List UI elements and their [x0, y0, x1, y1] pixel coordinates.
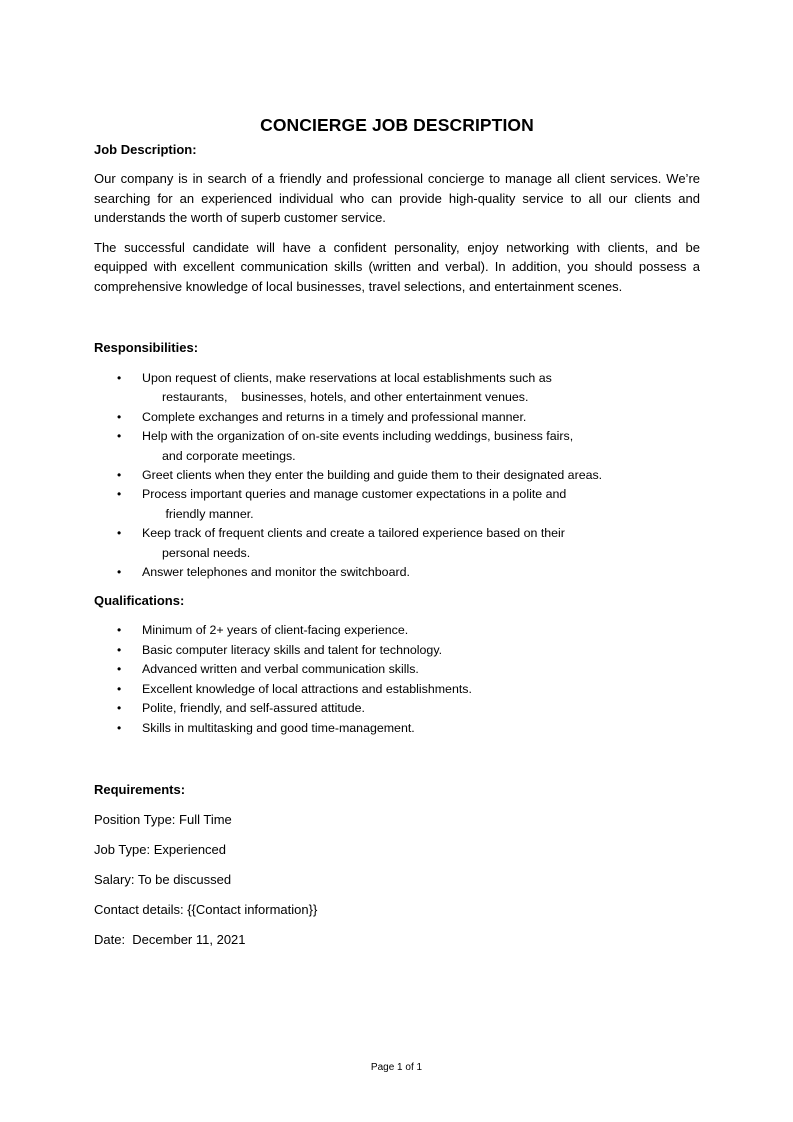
job-description-heading: Job Description: [94, 142, 197, 157]
list-item-text: Advanced written and verbal communication skills. [142, 662, 419, 677]
bullet-icon: • [117, 409, 122, 424]
list-item-text: Process important queries and manage customer expectations in a polite and [142, 487, 567, 502]
position-type: Position Type: Full Time [94, 811, 232, 827]
bullet-icon: • [117, 623, 122, 638]
list-item-text: Complete exchanges and returns in a timely and professional manner. [142, 409, 527, 424]
list-item [94, 680, 700, 699]
list-item-text: Help with the organization of on-site events including weddings, business fairs, [142, 429, 574, 444]
job-type: Job Type: Experienced [94, 841, 227, 857]
bullet-icon: • [117, 565, 122, 580]
bullet-icon: • [117, 720, 122, 735]
job-description-paragraph-2: The successful candidate will have a confident personality, enjoy networking with clients, and be equipped with excellent communication skills (written and verbal). In addition, you should possess a comprehensive knowledge of local businesses, travel selections, and entertainment scenes. [94, 239, 700, 294]
list-item-continuation: restaurants, businesses, hotels, and other entertainment venues. [162, 390, 529, 405]
list-item [94, 563, 700, 582]
list-item-text: Polite, friendly, and self-assured attitude. [142, 701, 365, 716]
list-item-text: Basic computer literacy skills and talent for technology. [142, 642, 443, 657]
bullet-icon: • [117, 662, 122, 677]
list-item [94, 427, 700, 466]
list-item [94, 621, 700, 640]
list-item-text: Answer telephones and monitor the switchboard. [142, 565, 410, 580]
bullet-icon: • [117, 681, 122, 696]
list-item [94, 719, 700, 738]
list-item-continuation: personal needs. [162, 545, 251, 560]
list-item [94, 699, 700, 718]
document-body [94, 114, 700, 949]
list-item-continuation: friendly manner. [162, 506, 254, 521]
bullet-icon: • [117, 526, 122, 541]
list-item-text: Minimum of 2+ years of client-facing experience. [142, 623, 409, 638]
list-item [94, 408, 700, 427]
bullet-icon: • [117, 642, 122, 657]
list-item-text: Upon request of clients, make reservations at local establishments such as [142, 371, 552, 385]
qualifications-list [94, 621, 700, 737]
list-item-text: Excellent knowledge of local attractions and establishments. [142, 681, 472, 696]
requirements-heading: Requirements: [94, 781, 186, 797]
list-item [94, 485, 700, 524]
list-item-text: Greet clients when they enter the building and guide them to their designated areas. [142, 468, 603, 483]
page-footer: Page 1 of 1 [370, 1062, 423, 1073]
document-title: CONCIERGE JOB DESCRIPTION [260, 115, 534, 135]
list-item [94, 369, 700, 408]
bullet-icon: • [117, 371, 122, 385]
list-item-text: Skills in multitasking and good time-management. [142, 720, 415, 735]
contact-details: Contact details: {{Contact information}} [94, 901, 318, 917]
bullet-icon: • [117, 701, 122, 716]
list-item [94, 660, 700, 679]
qualifications-heading: Qualifications: [94, 593, 185, 609]
bullet-icon: • [117, 429, 122, 444]
list-item [94, 466, 700, 485]
salary: Salary: To be discussed [94, 871, 232, 887]
job-description-paragraph-1: Our company is in search of a friendly and professional concierge to manage all client services. We’re searching for an experienced individual who can provide high-quality service to all our clients and understands the worth of superb customer service. [94, 171, 700, 225]
responsibilities-heading: Responsibilities: [94, 340, 199, 355]
date: Date: December 11, 2021 [94, 931, 246, 947]
bullet-icon: • [117, 487, 122, 502]
list-item [94, 524, 700, 563]
responsibilities-list [94, 369, 700, 582]
list-item-continuation: and corporate meetings. [162, 448, 296, 463]
bullet-icon: • [117, 468, 122, 483]
list-item [94, 641, 700, 660]
list-item-text: Keep track of frequent clients and create a tailored experience based on their [142, 526, 565, 541]
